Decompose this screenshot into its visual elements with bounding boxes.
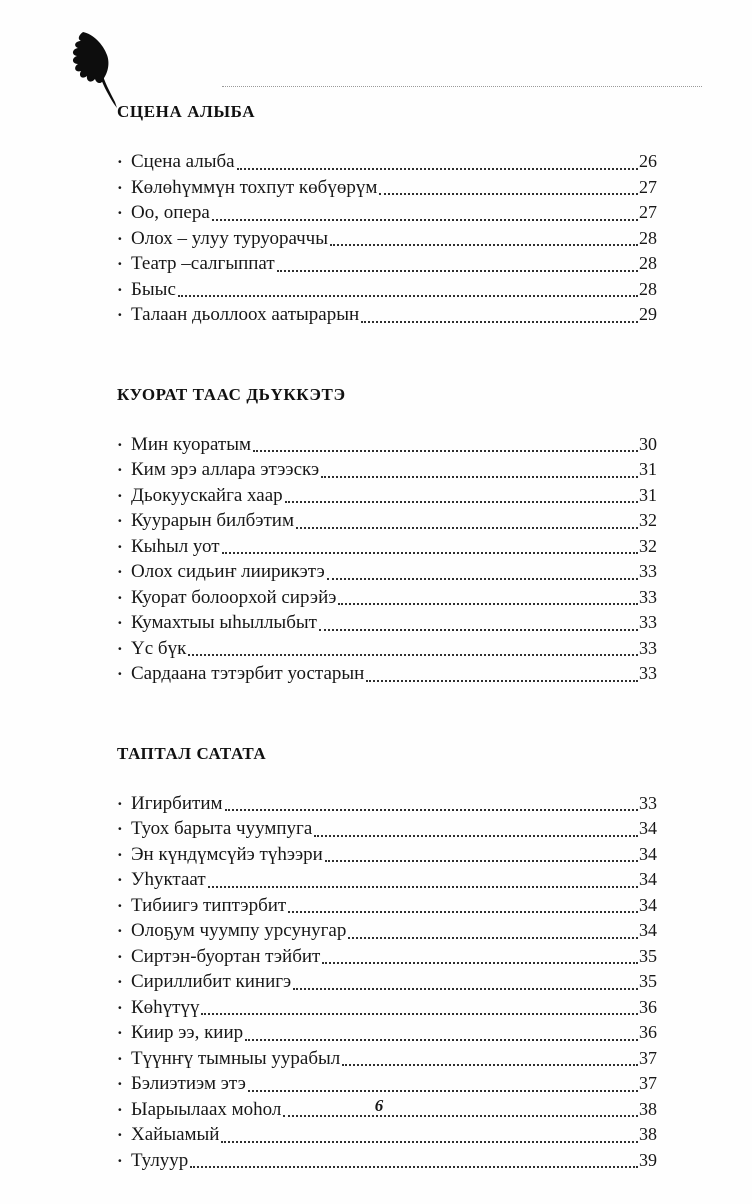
bullet-icon: · — [117, 305, 123, 324]
dot-leader — [285, 501, 638, 503]
entry-title: Сцена алыба — [131, 151, 235, 172]
dot-leader — [237, 168, 638, 170]
entry-title: Киир ээ, киир — [131, 1022, 244, 1043]
bullet-icon: · — [117, 921, 123, 940]
toc-entry — [117, 457, 657, 483]
toc-entry — [117, 585, 657, 611]
section-heading: ТАПТАЛ САТАТА — [117, 743, 267, 763]
bullet-icon: · — [117, 844, 123, 864]
entry-page-number: 37 — [639, 1047, 657, 1068]
dot-leader — [288, 911, 638, 913]
dot-leader — [190, 1166, 638, 1168]
entry-page-number: 27 — [639, 176, 657, 197]
entry-title: Олоҕум чуумпу урсунугар — [131, 920, 347, 941]
bullet-icon: · — [117, 562, 123, 581]
entry-page-number: 37 — [639, 1073, 657, 1093]
toc-entry — [117, 969, 657, 995]
entry-page-number: 32 — [639, 510, 657, 530]
toc-entry — [117, 149, 657, 175]
bullet-icon: · — [117, 638, 123, 658]
toc-entry — [117, 277, 657, 303]
toc-entry — [117, 226, 657, 252]
entry-title: Сиртэн-буортан тэйбит — [131, 945, 321, 967]
bullet-icon: · — [117, 972, 123, 991]
bullet-icon: · — [117, 587, 123, 607]
bullet-icon: · — [117, 819, 123, 838]
dotted-header-rule — [222, 86, 702, 87]
bullet-icon: · — [117, 511, 123, 530]
toc-entry — [117, 636, 657, 662]
toc-entry-list — [117, 149, 657, 328]
bullet-icon: · — [117, 793, 123, 813]
toc-entry — [117, 1020, 657, 1046]
toc-entry — [117, 1071, 657, 1097]
bullet-icon: · — [117, 279, 123, 299]
toc-section — [117, 385, 657, 687]
bullet-icon: · — [117, 946, 123, 966]
dot-leader — [188, 654, 638, 656]
toc-entry — [117, 791, 657, 817]
entry-title: Уһуктаат — [131, 869, 206, 890]
entry-page-number: 33 — [639, 612, 657, 632]
dot-leader — [296, 527, 638, 529]
section-heading: КУОРАТ ТААС ДЬҮККЭТЭ — [117, 384, 346, 404]
bullet-icon: · — [117, 1023, 123, 1042]
bullet-icon: · — [117, 1074, 123, 1093]
entry-title: Кыһыл уот — [131, 535, 220, 557]
bullet-icon: · — [117, 1048, 123, 1068]
dot-leader — [212, 219, 638, 221]
entry-page-number: 34 — [639, 920, 657, 940]
entry-title: Хайыамый — [131, 1124, 220, 1145]
bullet-icon: · — [117, 434, 123, 454]
entry-title: Талаан дьоллоох аатырарын — [131, 304, 360, 325]
entry-page-number: 39 — [639, 1149, 657, 1170]
bullet-icon: · — [117, 870, 123, 889]
dot-leader — [222, 552, 638, 554]
dot-leader — [327, 578, 638, 580]
toc-entry — [117, 944, 657, 970]
entry-title: Оо, опера — [131, 202, 210, 223]
dot-leader — [221, 1141, 638, 1143]
entry-page-number: 31 — [639, 459, 657, 479]
entry-page-number: 28 — [639, 278, 657, 299]
dot-leader — [319, 629, 638, 631]
entry-title: Сардаана тэтэрбит уостарын — [131, 663, 365, 684]
dot-leader — [321, 476, 638, 478]
toc-entry — [117, 816, 657, 842]
dot-leader — [330, 244, 638, 246]
entry-page-number: 34 — [639, 818, 657, 838]
bullet-icon: · — [117, 228, 123, 248]
toc-entry — [117, 661, 657, 687]
toc-entry — [117, 508, 657, 534]
dot-leader — [379, 193, 638, 195]
entry-page-number: 33 — [639, 586, 657, 607]
bullet-icon: · — [117, 254, 123, 273]
dot-leader — [253, 450, 638, 452]
entry-title: Көлөһүммүн тохпут көбүөрүм — [131, 176, 378, 198]
dot-leader — [325, 860, 638, 862]
entry-title: Бэлиэтиэм этэ — [131, 1073, 246, 1094]
dot-leader — [225, 809, 638, 811]
toc-entry — [117, 1046, 657, 1072]
entry-page-number: 34 — [639, 894, 657, 915]
bullet-icon: · — [117, 485, 123, 505]
dot-leader — [366, 680, 638, 682]
entry-title: Сириллибит кинигэ — [131, 971, 292, 992]
dot-leader — [245, 1039, 638, 1041]
entry-title: Үс бүк — [131, 637, 187, 659]
toc-entry — [117, 867, 657, 893]
dot-leader — [314, 835, 638, 837]
bullet-icon: · — [117, 177, 123, 197]
toc-entry — [117, 302, 657, 328]
entry-page-number: 38 — [639, 1124, 657, 1144]
entry-title: Олох сидьиҥ лиирикэтэ — [131, 561, 325, 582]
toc-entry — [117, 918, 657, 944]
entry-title: Куорат болоорхой сирэйэ — [131, 586, 337, 608]
entry-page-number: 30 — [639, 433, 657, 454]
toc-entry — [117, 1148, 657, 1174]
entry-title: Көһүтүү — [131, 996, 200, 1018]
dot-leader — [248, 1090, 638, 1092]
entry-title: Туох барыта чуумпуга — [131, 818, 313, 839]
entry-page-number: 34 — [639, 869, 657, 889]
entry-page-number: 38 — [639, 1098, 657, 1119]
toc — [117, 102, 657, 1173]
entry-page-number: 33 — [639, 561, 657, 581]
dot-leader — [178, 295, 638, 297]
toc-entry — [117, 432, 657, 458]
entry-page-number: 31 — [639, 484, 657, 505]
toc-entry — [117, 842, 657, 868]
bullet-icon: · — [117, 203, 123, 222]
dot-leader — [348, 937, 638, 939]
dot-leader — [322, 962, 638, 964]
entry-title: Быыс — [131, 278, 176, 300]
entry-page-number: 34 — [639, 843, 657, 864]
bullet-icon: · — [117, 997, 123, 1017]
dot-leader — [293, 988, 638, 990]
entry-title: Театр –салгыппат — [131, 253, 275, 274]
entry-page-number: 32 — [639, 535, 657, 556]
entry-title: Олох – улуу туруораччы — [131, 227, 329, 249]
entry-title: Ыарыылаах моһол — [131, 1098, 282, 1120]
toc-entry — [117, 1122, 657, 1148]
dot-leader — [338, 603, 638, 605]
entry-title: Игирбитим — [131, 792, 223, 814]
entry-page-number: 26 — [639, 151, 657, 171]
toc-entry-list — [117, 432, 657, 687]
entry-title: Кумахтыы ыһыллыбыт — [131, 612, 317, 633]
bullet-icon: · — [117, 895, 123, 915]
bullet-icon: · — [117, 613, 123, 632]
entry-title: Ким эрэ аллара этээскэ — [131, 459, 320, 480]
toc-entry — [117, 200, 657, 226]
entry-page-number: 35 — [639, 971, 657, 991]
entry-title: Куурарын билбэтим — [131, 510, 294, 531]
entry-title: Түүнҥү тымныы уурабыл — [131, 1047, 341, 1069]
section-heading: СЦЕНА АЛЫБА — [117, 102, 256, 121]
entry-page-number: 27 — [639, 202, 657, 222]
dot-leader — [361, 321, 638, 323]
entry-page-number: 28 — [639, 253, 657, 273]
entry-page-number: 35 — [639, 945, 657, 966]
dot-leader — [201, 1013, 638, 1015]
toc-entry — [117, 483, 657, 509]
entry-page-number: 36 — [639, 996, 657, 1017]
entry-page-number: 29 — [639, 304, 657, 324]
folio-page-number: 6 — [374, 1096, 384, 1115]
entry-title: Тибиигэ типтэрбит — [131, 894, 287, 916]
dot-leader — [208, 886, 638, 888]
bullet-icon: · — [117, 1099, 123, 1119]
entry-title: Дьокуускайга хаар — [131, 484, 283, 506]
bullet-icon: · — [117, 152, 123, 171]
toc-entry — [117, 893, 657, 919]
entry-page-number: 36 — [639, 1022, 657, 1042]
bullet-icon: · — [117, 460, 123, 479]
toc-entry — [117, 610, 657, 636]
toc-entry — [117, 175, 657, 201]
entry-page-number: 33 — [639, 792, 657, 813]
entry-page-number: 33 — [639, 637, 657, 658]
dot-leader — [342, 1064, 638, 1066]
entry-title: Тулуур — [131, 1149, 189, 1171]
entry-title: Мин куоратым — [131, 433, 252, 455]
toc-section — [117, 102, 657, 328]
toc-entry — [117, 534, 657, 560]
bullet-icon: · — [117, 1125, 123, 1144]
toc-entry — [117, 995, 657, 1021]
bullet-icon: · — [117, 536, 123, 556]
bullet-icon: · — [117, 664, 123, 683]
entry-page-number: 28 — [639, 227, 657, 248]
bullet-icon: · — [117, 1150, 123, 1170]
toc-entry — [117, 251, 657, 277]
toc-entry — [117, 559, 657, 585]
entry-page-number: 33 — [639, 663, 657, 683]
quill-feather-icon — [70, 30, 128, 110]
dot-leader — [277, 270, 638, 272]
entry-title: Эн күндүмсүйэ түһээри — [131, 843, 323, 865]
